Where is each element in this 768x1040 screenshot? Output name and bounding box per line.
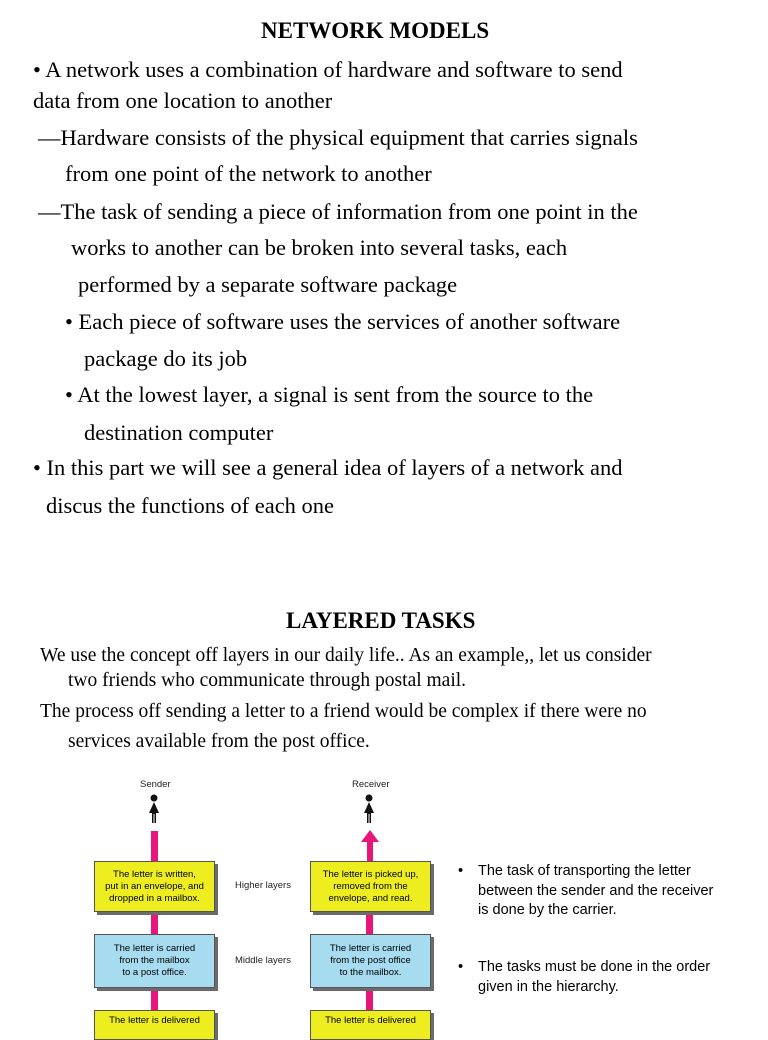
sender-connector-top [151,831,158,861]
body-line-13: discus the functions of each one [46,493,335,518]
figure-bullet-2: The tasks must be done in the order given in the hierarchy. [478,959,711,995]
receiver-up-arrow-icon [361,830,379,862]
receiver-higher-layer-box: The letter is picked up, removed from the envelope, and read. [310,861,431,912]
intro-line-4: services available from the post office. [68,731,370,752]
body-line-5: —The task of sending a piece of information from one point in the [38,199,638,224]
body-line-8: • Each piece of software uses the services of another software [65,309,621,334]
receiver-label: Receiver [352,779,390,790]
body-line-9: package do its job [84,346,248,371]
body-line-2: data from one location to another [33,88,333,113]
receiver-person-icon [361,794,377,824]
sender-lower-layer-box: The letter is delivered [94,1010,215,1040]
sender-label: Sender [140,779,171,790]
middle-layers-label: Middle layers [235,955,291,966]
figure-bullet-dot-1: • [458,863,464,879]
higher-layers-label: Higher layers [235,880,291,891]
section-title: LAYERED TASKS [286,608,476,633]
sender-connector-mid [151,912,158,934]
receiver-lower-layer-box: The letter is delivered [310,1010,431,1040]
body-line-7: performed by a separate software package [78,272,458,297]
sender-higher-layer-box: The letter is written, put in an envelope, and dropped in a mailbox. [94,861,215,912]
sender-middle-layer-box: The letter is carried from the mailbox to a post office. [94,934,215,988]
figure-bullet-1: The task of transporting the letter between the sender and the receiver is done by the carrier. [478,863,714,918]
figure-bullet-dot-2: • [458,959,464,975]
body-line-3: —Hardware consists of the physical equipment that carries signals [38,125,638,150]
intro-line-1: We use the concept off layers in our daily life.. As an example,, let us consider [40,645,652,666]
receiver-middle-layer-box: The letter is carried from the post office to the mailbox. [310,934,431,988]
body-line-12: • In this part we will see a general idea of layers of a network and [33,455,623,480]
intro-line-3: The process off sending a letter to a friend would be complex if there were no [40,701,647,722]
receiver-connector-mid [366,912,373,934]
receiver-connector-bottom [366,988,373,1010]
body-line-4: from one point of the network to another [65,161,432,186]
page-title: NETWORK MODELS [261,18,490,43]
body-line-11: destination computer [84,420,274,445]
body-line-6: works to another can be broken into several tasks, each [71,235,568,260]
body-line-1: • A network uses a combination of hardware and software to send [33,57,623,82]
intro-line-2: two friends who communicate through postal mail. [68,670,467,691]
sender-person-icon [146,794,162,824]
body-line-10: • At the lowest layer, a signal is sent from the source to the [65,382,594,407]
sender-connector-bottom [151,988,158,1010]
